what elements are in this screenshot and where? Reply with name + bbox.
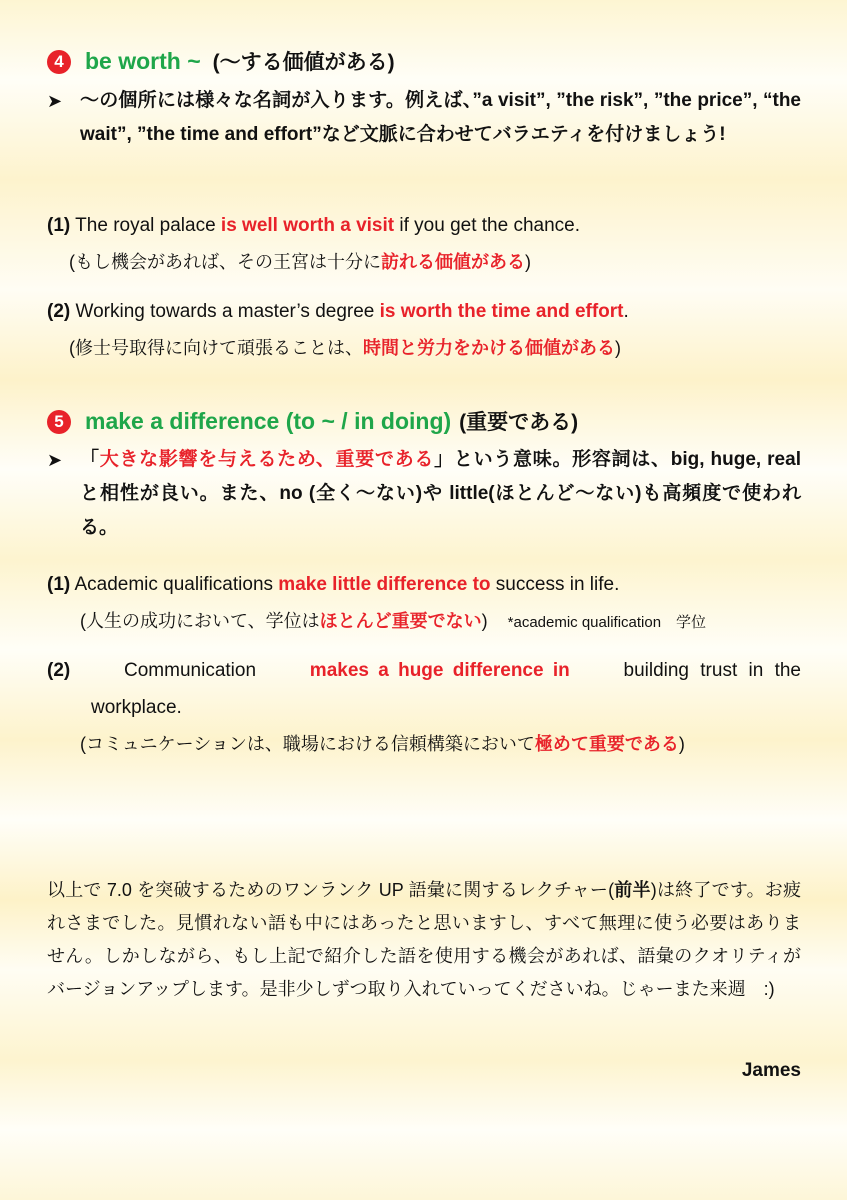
- example-label: (1): [47, 215, 71, 236]
- example-label: (1): [47, 574, 71, 595]
- section-4-bullet-text: ～の個所には様々な名詞が入ります。例えば、”a visit”, ”the risk”, ”the price”, “the wait”, ”the time and effort”など文脈に合わせてバラエティを付けましょう!: [80, 90, 801, 145]
- section-4-example-2: [47, 293, 801, 367]
- translation-highlight: 訪れる価値がある: [381, 252, 525, 272]
- section-5-title: make a difference (to ~ / in doing): [85, 408, 452, 434]
- section-5-bullet-text: [47, 443, 801, 545]
- section-4-title: be worth ~: [85, 48, 201, 74]
- translation-highlight: 時間と労力をかける価値がある: [363, 338, 615, 358]
- example-sentence: [47, 293, 801, 330]
- arrow-bullet-icon: ➤: [47, 91, 63, 111]
- example-label: (2): [47, 301, 71, 322]
- closing-bold: 前半: [614, 880, 651, 900]
- example-text: Academic qualifications: [70, 574, 279, 595]
- closing-text: )は終了です。お疲れさまでした。見慣れない語も中にはあったと思いますし、すべて無理に使う必要はありません。しかしながら、もし上記で紹介した語を使用する機会があれば、語彙のクオリティがバージョンアップします。是非少しずつ取り入れていってくださいね。じゃーまた来週 :): [47, 880, 802, 999]
- section-5-example-1: [47, 566, 801, 641]
- example-highlight: make little difference to: [278, 574, 491, 595]
- bullet-text: 」という意味。形容詞は、big, huge, real と相性が良い。また、no (全く～ない)や little(ほとんど～ない)も高頻度で使われる。: [80, 449, 801, 538]
- section-5-example-2: [47, 652, 801, 763]
- translation-text: ): [678, 734, 685, 754]
- author-signature: James: [741, 1060, 801, 1081]
- section-5-bullet: [47, 443, 801, 545]
- translation-text: (もし機会があれば、その王宮は十分に: [69, 252, 381, 272]
- section-5-number-badge: 5: [47, 410, 71, 434]
- example-text: building trust in the: [623, 660, 801, 681]
- section-5-subtitle: (重要である): [459, 411, 579, 434]
- example-translation: [47, 330, 801, 367]
- translation-text: (修士号取得に向けて頑張ることは、: [69, 338, 363, 358]
- closing-paragraph: [47, 874, 801, 1006]
- example-text: .: [623, 301, 629, 322]
- example-highlight: is well worth a visit: [220, 215, 395, 236]
- section-4-subtitle: (～する価値がある): [212, 51, 395, 74]
- translation-highlight: ほとんど重要でない: [319, 611, 482, 631]
- example-translation: [47, 726, 801, 763]
- example-highlight: is worth the time and effort: [379, 301, 624, 322]
- vocabulary-note: *academic qualification 学位: [507, 614, 707, 631]
- section-4-heading: [47, 46, 395, 76]
- example-text: Communication: [124, 660, 257, 681]
- example-sentence: [47, 207, 801, 244]
- section-4-bullet: [47, 84, 801, 152]
- section-4-example-1: [47, 207, 801, 281]
- example-sentence: [47, 652, 801, 689]
- closing-text: 以上で 7.0 を突破するためのワンランク UP 語彙に関するレクチャー(: [47, 880, 615, 900]
- translation-text: ): [525, 252, 531, 272]
- bullet-highlight: 大きな影響を与えるため、重要である: [99, 449, 435, 470]
- example-text: Working towards a master’s degree: [70, 301, 380, 322]
- translation-text: (コミュニケーションは、職場における信頼構築において: [80, 734, 535, 754]
- arrow-bullet-icon: ➤: [47, 450, 63, 470]
- bullet-text: 「: [80, 449, 100, 470]
- section-5-heading: [47, 406, 578, 436]
- example-label: (2): [47, 660, 71, 681]
- translation-highlight: 極めて重要である: [534, 734, 679, 754]
- translation-text: ): [615, 338, 621, 358]
- example-text: success in life.: [490, 574, 620, 595]
- example-sentence-continuation: workplace.: [91, 697, 182, 718]
- example-text: if you get the chance.: [394, 215, 580, 236]
- example-text: The royal palace: [70, 215, 221, 236]
- example-translation: [47, 244, 801, 281]
- section-4-number-badge: 4: [47, 50, 71, 74]
- example-highlight: makes a huge difference in: [309, 660, 570, 681]
- translation-text: ): [481, 611, 488, 631]
- translation-text: (人生の成功において、学位は: [80, 611, 320, 631]
- example-sentence: [47, 566, 801, 603]
- example-translation: [47, 603, 801, 641]
